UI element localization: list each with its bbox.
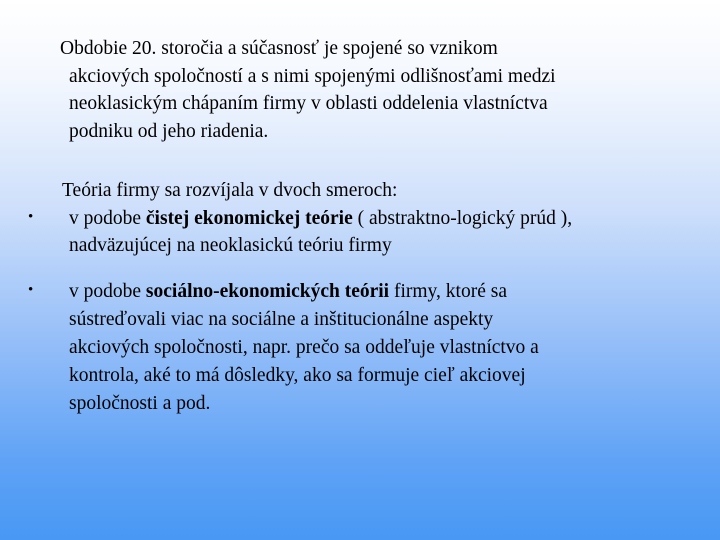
bullet-2-bold-term: sociálno-ekonomických teórii	[145, 281, 390, 302]
paragraph-line: podniku od jeho riadenia.	[69, 121, 269, 142]
bullet-2-line: sústreďovali viac na sociálne a inštitucionálne aspekty	[69, 309, 494, 330]
paragraph-line: neoklasickým chápaním firmy v oblasti oddelenia vlastníctva	[69, 93, 548, 114]
bullet-icon: •	[28, 282, 34, 298]
bullet-1-prefix: v podobe	[69, 208, 146, 229]
bullet-2-line: akciových spoločnosti, napr. prečo sa oddeľuje vlastníctvo a	[69, 337, 539, 358]
bullet-2-suffix: firmy, ktoré sa	[389, 281, 507, 302]
intro-line: Teória firmy sa rozvíjala v dvoch smeroch:	[62, 180, 398, 201]
bullet-2-prefix: v podobe	[69, 281, 146, 302]
bullet-1-suffix: ( abstraktno-logický prúd ),	[352, 208, 573, 229]
paragraph-line: akciových spoločností a s nimi spojenými odlišnosťami medzi	[69, 66, 556, 87]
bullet-icon: •	[28, 209, 34, 225]
bullet-2-line: kontrola, aké to má dôsledky, ako sa formuje cieľ akciovej	[69, 365, 526, 386]
bullet-2-line	[69, 278, 507, 306]
bullet-1-line	[69, 205, 572, 233]
paragraph-line: Obdobie 20. storočia a súčasnosť je spojené so vznikom	[60, 38, 498, 59]
bullet-1-bold-term: čistej ekonomickej teórie	[145, 208, 353, 229]
bullet-1-line: nadväzujúcej na neoklasickú teóriu firmy	[69, 235, 392, 256]
bullet-2-line: spoločnosti a pod.	[69, 393, 211, 414]
